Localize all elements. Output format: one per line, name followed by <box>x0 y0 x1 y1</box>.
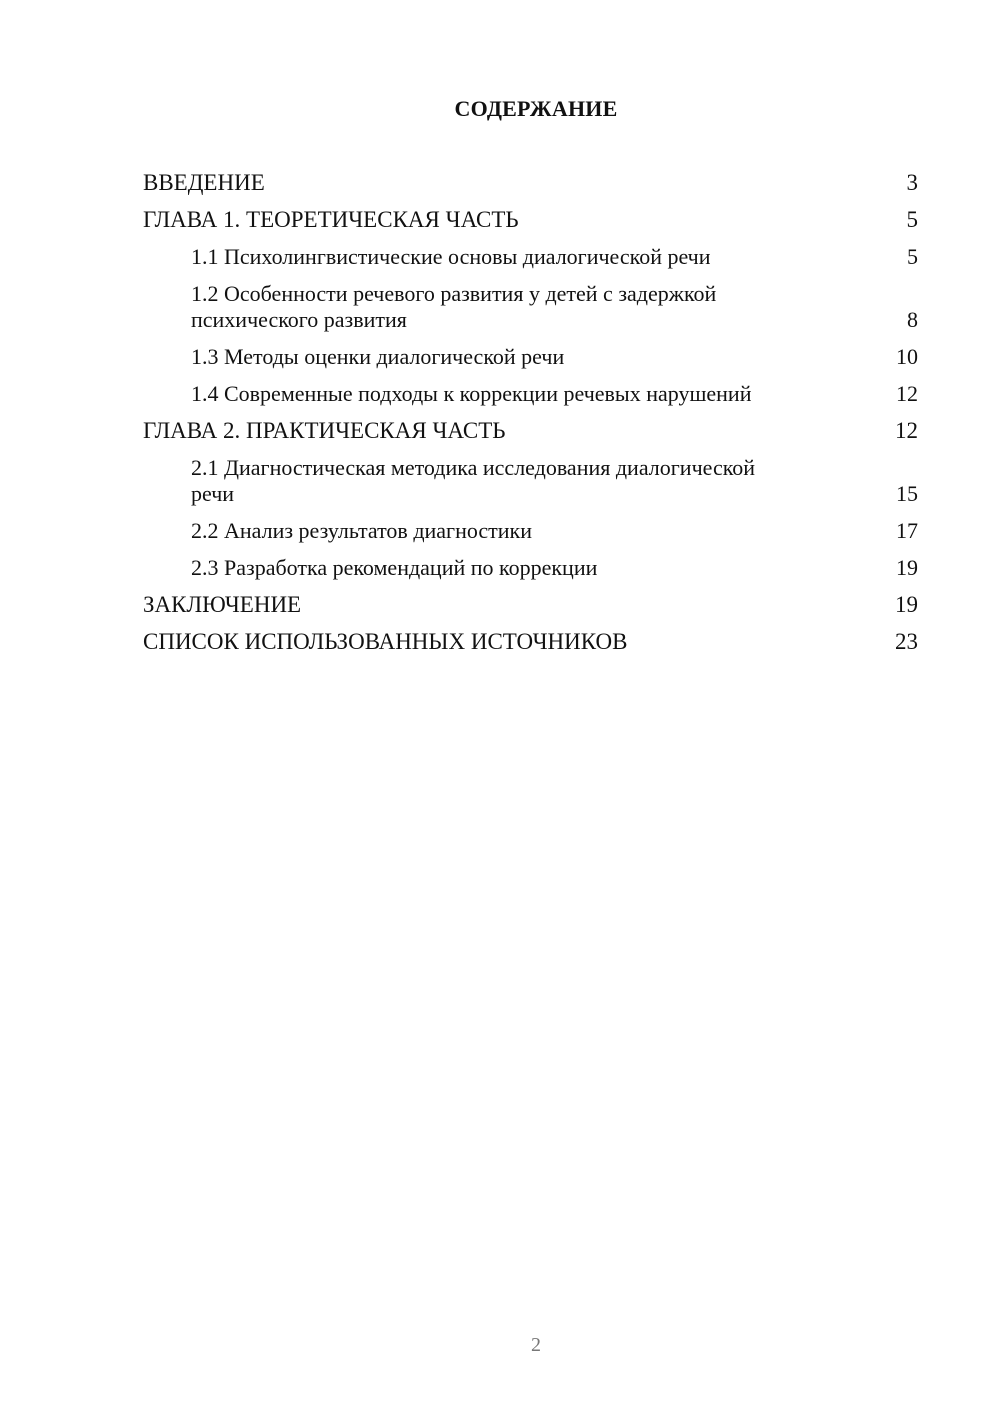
toc-entry-page: 5 <box>906 207 918 232</box>
toc-entry-chapter-1[interactable] <box>143 205 918 237</box>
toc-entry-label: 1.1 Психолингвистические основы диалогической речи <box>191 244 711 269</box>
toc-entry-page: 12 <box>895 418 918 443</box>
toc-entry-page: 15 <box>896 481 918 506</box>
toc-entry-page: 19 <box>895 592 918 617</box>
toc-entry-introduction[interactable] <box>143 168 918 200</box>
toc-entry-page: 12 <box>896 381 918 406</box>
toc-entry-label: ГЛАВА 2. ПРАКТИЧЕСКАЯ ЧАСТЬ <box>143 418 506 443</box>
toc-entry-chapter-2[interactable] <box>143 416 918 448</box>
toc-entry-page: 23 <box>895 629 918 654</box>
toc-entry-conclusion[interactable] <box>143 590 918 622</box>
table-of-contents <box>143 168 918 664</box>
toc-entry-label: СПИСОК ИСПОЛЬЗОВАННЫХ ИСТОЧНИКОВ <box>143 629 628 654</box>
toc-entry-section-2-1[interactable] <box>143 453 918 511</box>
toc-entry-label: 1.3 Методы оценки диалогической речи <box>191 344 565 369</box>
toc-entry-section-1-1[interactable] <box>143 242 918 274</box>
toc-title: СОДЕРЖАНИЕ <box>454 96 618 121</box>
toc-entry-label: 1.4 Современные подходы к коррекции речевых нарушений <box>191 381 752 406</box>
toc-entry-label: ВВЕДЕНИЕ <box>143 170 265 195</box>
toc-entry-page: 3 <box>906 170 918 195</box>
toc-entry-label: 2.1 Диагностическая методика исследования диалогической речи <box>191 455 756 506</box>
toc-entry-section-1-3[interactable] <box>143 342 918 374</box>
toc-entry-page: 5 <box>907 244 918 269</box>
toc-entry-label: ЗАКЛЮЧЕНИЕ <box>143 592 302 617</box>
toc-entry-section-2-2[interactable] <box>143 516 918 548</box>
toc-entry-page: 17 <box>896 518 918 543</box>
toc-entry-page: 10 <box>896 344 918 369</box>
toc-entry-label: ГЛАВА 1. ТЕОРЕТИЧЕСКАЯ ЧАСТЬ <box>143 207 519 232</box>
toc-entry-label: 1.2 Особенности речевого развития у детей с задержкой психического развития <box>191 281 717 332</box>
toc-entry-page: 19 <box>896 555 918 580</box>
toc-entry-page: 8 <box>907 307 918 332</box>
toc-entry-label: 2.2 Анализ результатов диагностики <box>191 518 533 543</box>
toc-entry-section-1-4[interactable] <box>143 379 918 411</box>
toc-entry-references[interactable] <box>143 627 918 659</box>
toc-entry-label: 2.3 Разработка рекомендаций по коррекции <box>191 555 598 580</box>
page-number: 2 <box>531 1334 541 1356</box>
toc-entry-section-2-3[interactable] <box>143 553 918 585</box>
toc-entry-section-1-2[interactable] <box>143 279 918 337</box>
